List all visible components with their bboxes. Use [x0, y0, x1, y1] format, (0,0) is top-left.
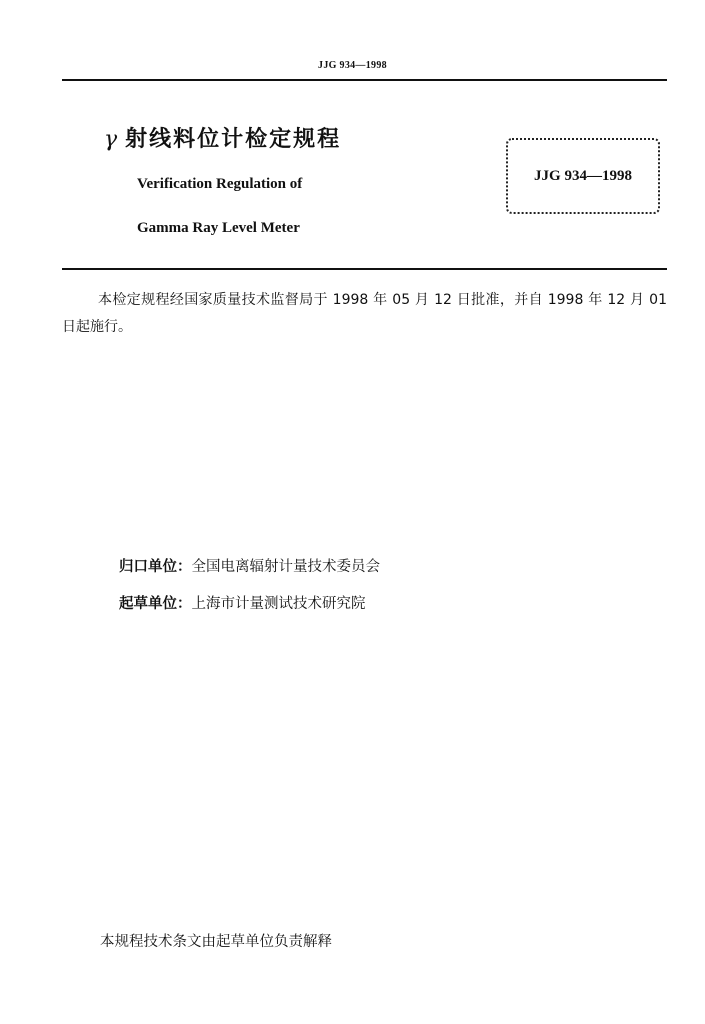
responsible-unit-value: 全国电离辐射计量技术委员会: [191, 559, 380, 575]
document-title: [104, 122, 341, 153]
title-divider: [62, 268, 667, 270]
drafting-unit-line: [119, 592, 366, 613]
english-title-line-1: Verification Regulation of: [137, 176, 303, 192]
gamma-symbol: γ: [104, 127, 120, 152]
interpretation-note: 本规程技术条文由起草单位负责解释: [100, 934, 332, 950]
english-title-line-2: Gamma Ray Level Meter: [137, 220, 300, 236]
approval-statement: 本检定规程经国家质量技术监督局于 1998 年 05 月 12 日批准，并自 1998 年 12 月 01 日起施行。: [62, 292, 667, 335]
drafting-unit-label: 起草单位：: [119, 596, 192, 612]
standard-code: JJG 934—1998: [534, 168, 632, 184]
header-standard-code: JJG 934—1998: [318, 60, 387, 71]
header-rule: [62, 79, 667, 81]
drafting-unit-value: 上海市计量测试技术研究院: [191, 596, 366, 612]
responsible-unit-line: [119, 555, 380, 576]
responsible-unit-label: 归口单位：: [119, 559, 192, 575]
standard-code-box: [506, 138, 660, 214]
title-chinese: 射线料位计检定规程: [125, 127, 342, 152]
